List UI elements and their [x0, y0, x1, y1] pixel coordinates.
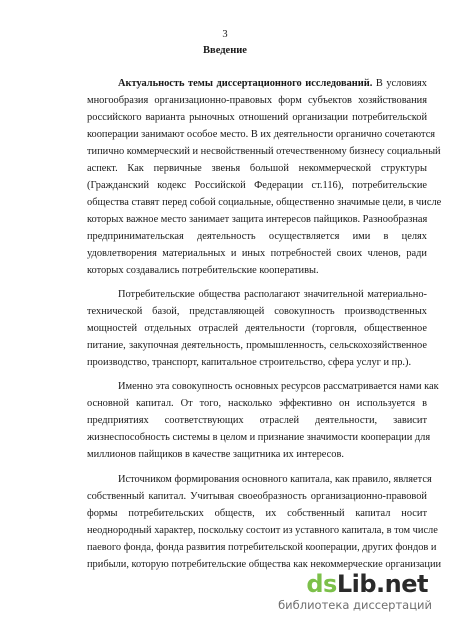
text-line: удовлетворения материальных и иных потребностей своих членов, ради — [87, 248, 427, 259]
text-line: неоднородный характер, поскольку состоит из уставного капитала, в том числе — [87, 525, 438, 536]
text-line: Потребительские общества располагают значительной материально- — [118, 289, 427, 300]
text-line: которых создавались потребительские кооперативы. — [87, 265, 319, 276]
text-line: общества ставят перед собой социальные, общественно значимые цели, в числе — [87, 197, 442, 208]
text-line: миллионов пайщиков в качестве защитника их интересов. — [87, 449, 344, 460]
text-line: мощностей отдельных отраслей деятельности (торговля, общественное — [87, 323, 427, 334]
text-line: предпринимательская деятельность осуществляется ими в целях — [87, 231, 427, 242]
text-line: прибыли, которую потребительские общества как некоммерческие организации — [87, 559, 442, 570]
text-line: технической базой, представляющей совокупность производственных — [87, 306, 427, 317]
text-line: Именно эта совокупность основных ресурсов рассматривается нами как — [118, 381, 439, 392]
text-line: собственный капитал. Учитывая своеобразность организационно-правовой — [87, 491, 427, 502]
text-line: (Гражданский кодекс Российской Федерации ст.116), потребительские — [87, 180, 427, 191]
text-line: кооперации занимают особое место. В их деятельности органично сочетаются — [87, 129, 436, 140]
page-number: 3 — [222, 29, 228, 40]
text-line: российского варианта рыночных отношений организации потребительской — [87, 112, 427, 123]
watermark-subtitle: библиотека диссертаций — [278, 598, 432, 612]
text-line: Источником формирования основного капитала, как правило, является — [118, 474, 432, 485]
text-line: жизнеспособность системы в целом и признание значимости кооперации для — [87, 432, 431, 443]
text-line: производство, транспорт, капитальное строительство, сфера услуг и пр.). — [87, 357, 412, 368]
text-line: предприятиях соответствующих отраслей деятельности, зависит — [87, 415, 427, 426]
dslib-watermark — [262, 570, 442, 616]
text-line: которых важное место занимает защита интересов пайщиков. Разнообразная — [87, 214, 428, 225]
text-line: типично коммерческий и несвойственный отечественному бизнесу социальный — [87, 146, 441, 157]
text-line: аспект. Как первичные звенья большой некоммерческой структуры — [87, 163, 427, 174]
text-line: питание, закупочная деятельность, промышленность, сельскохозяйственное — [87, 340, 427, 351]
text-line: Актуальность темы диссертационного исследований. В условиях — [118, 78, 427, 89]
text-line: многообразия организационно-правовых форм субъектов хозяйствования — [87, 95, 427, 106]
dslib-logo: dsLib.net — [306, 570, 428, 598]
text-line: паевого фонда, фонда развития потребительской кооперации, других фондов и — [87, 542, 437, 553]
text-line: формы потребительских обществ, их собственный капитал носит — [87, 508, 427, 519]
section-heading: Введение — [203, 45, 247, 56]
bold-lead: Актуальность темы диссертационного исследований. — [118, 78, 373, 89]
text-line: основной капитал. От того, насколько эффективно он используется в — [87, 398, 427, 409]
